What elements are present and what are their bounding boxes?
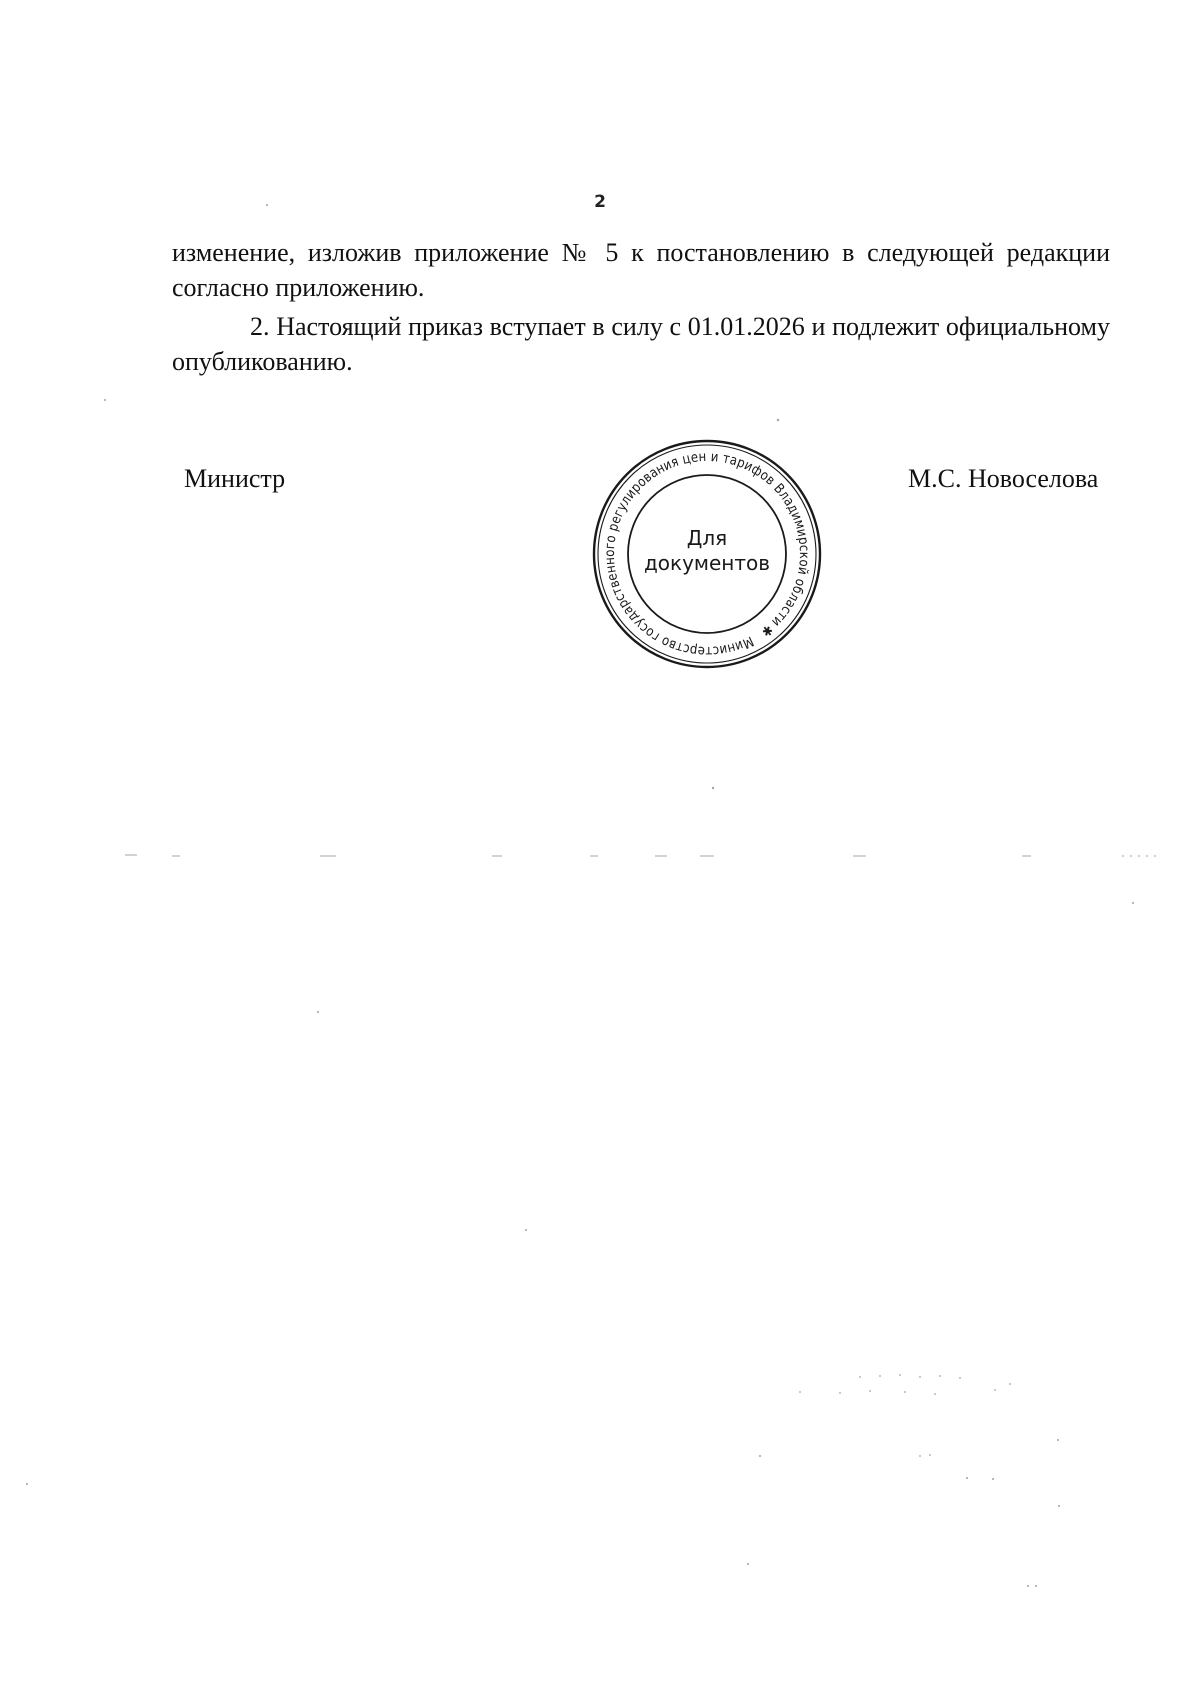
- paragraph-effective-date: 2. Настоящий приказ вступает в силу с 01.01.2026 и подлежит официальному опубликованию.: [172, 312, 1110, 376]
- signatory-title: Министр: [184, 464, 286, 493]
- signatory-name: М.С. Новоселова: [908, 464, 1099, 493]
- official-seal-stamp: [591, 438, 823, 670]
- seal-center-line-2: документов: [643, 551, 771, 575]
- seal-ring-text: Министерство государственного регулирования цен и тарифов Владимирской области ✱: [601, 448, 813, 660]
- seal-center-line-1: Для: [686, 526, 728, 550]
- seal-center-text: [627, 526, 787, 576]
- paragraph-continuation: изменение, изложив приложение № 5 к постановлению в следующей редакции согласно приложению.: [172, 238, 1110, 302]
- page-number: 2: [594, 192, 606, 212]
